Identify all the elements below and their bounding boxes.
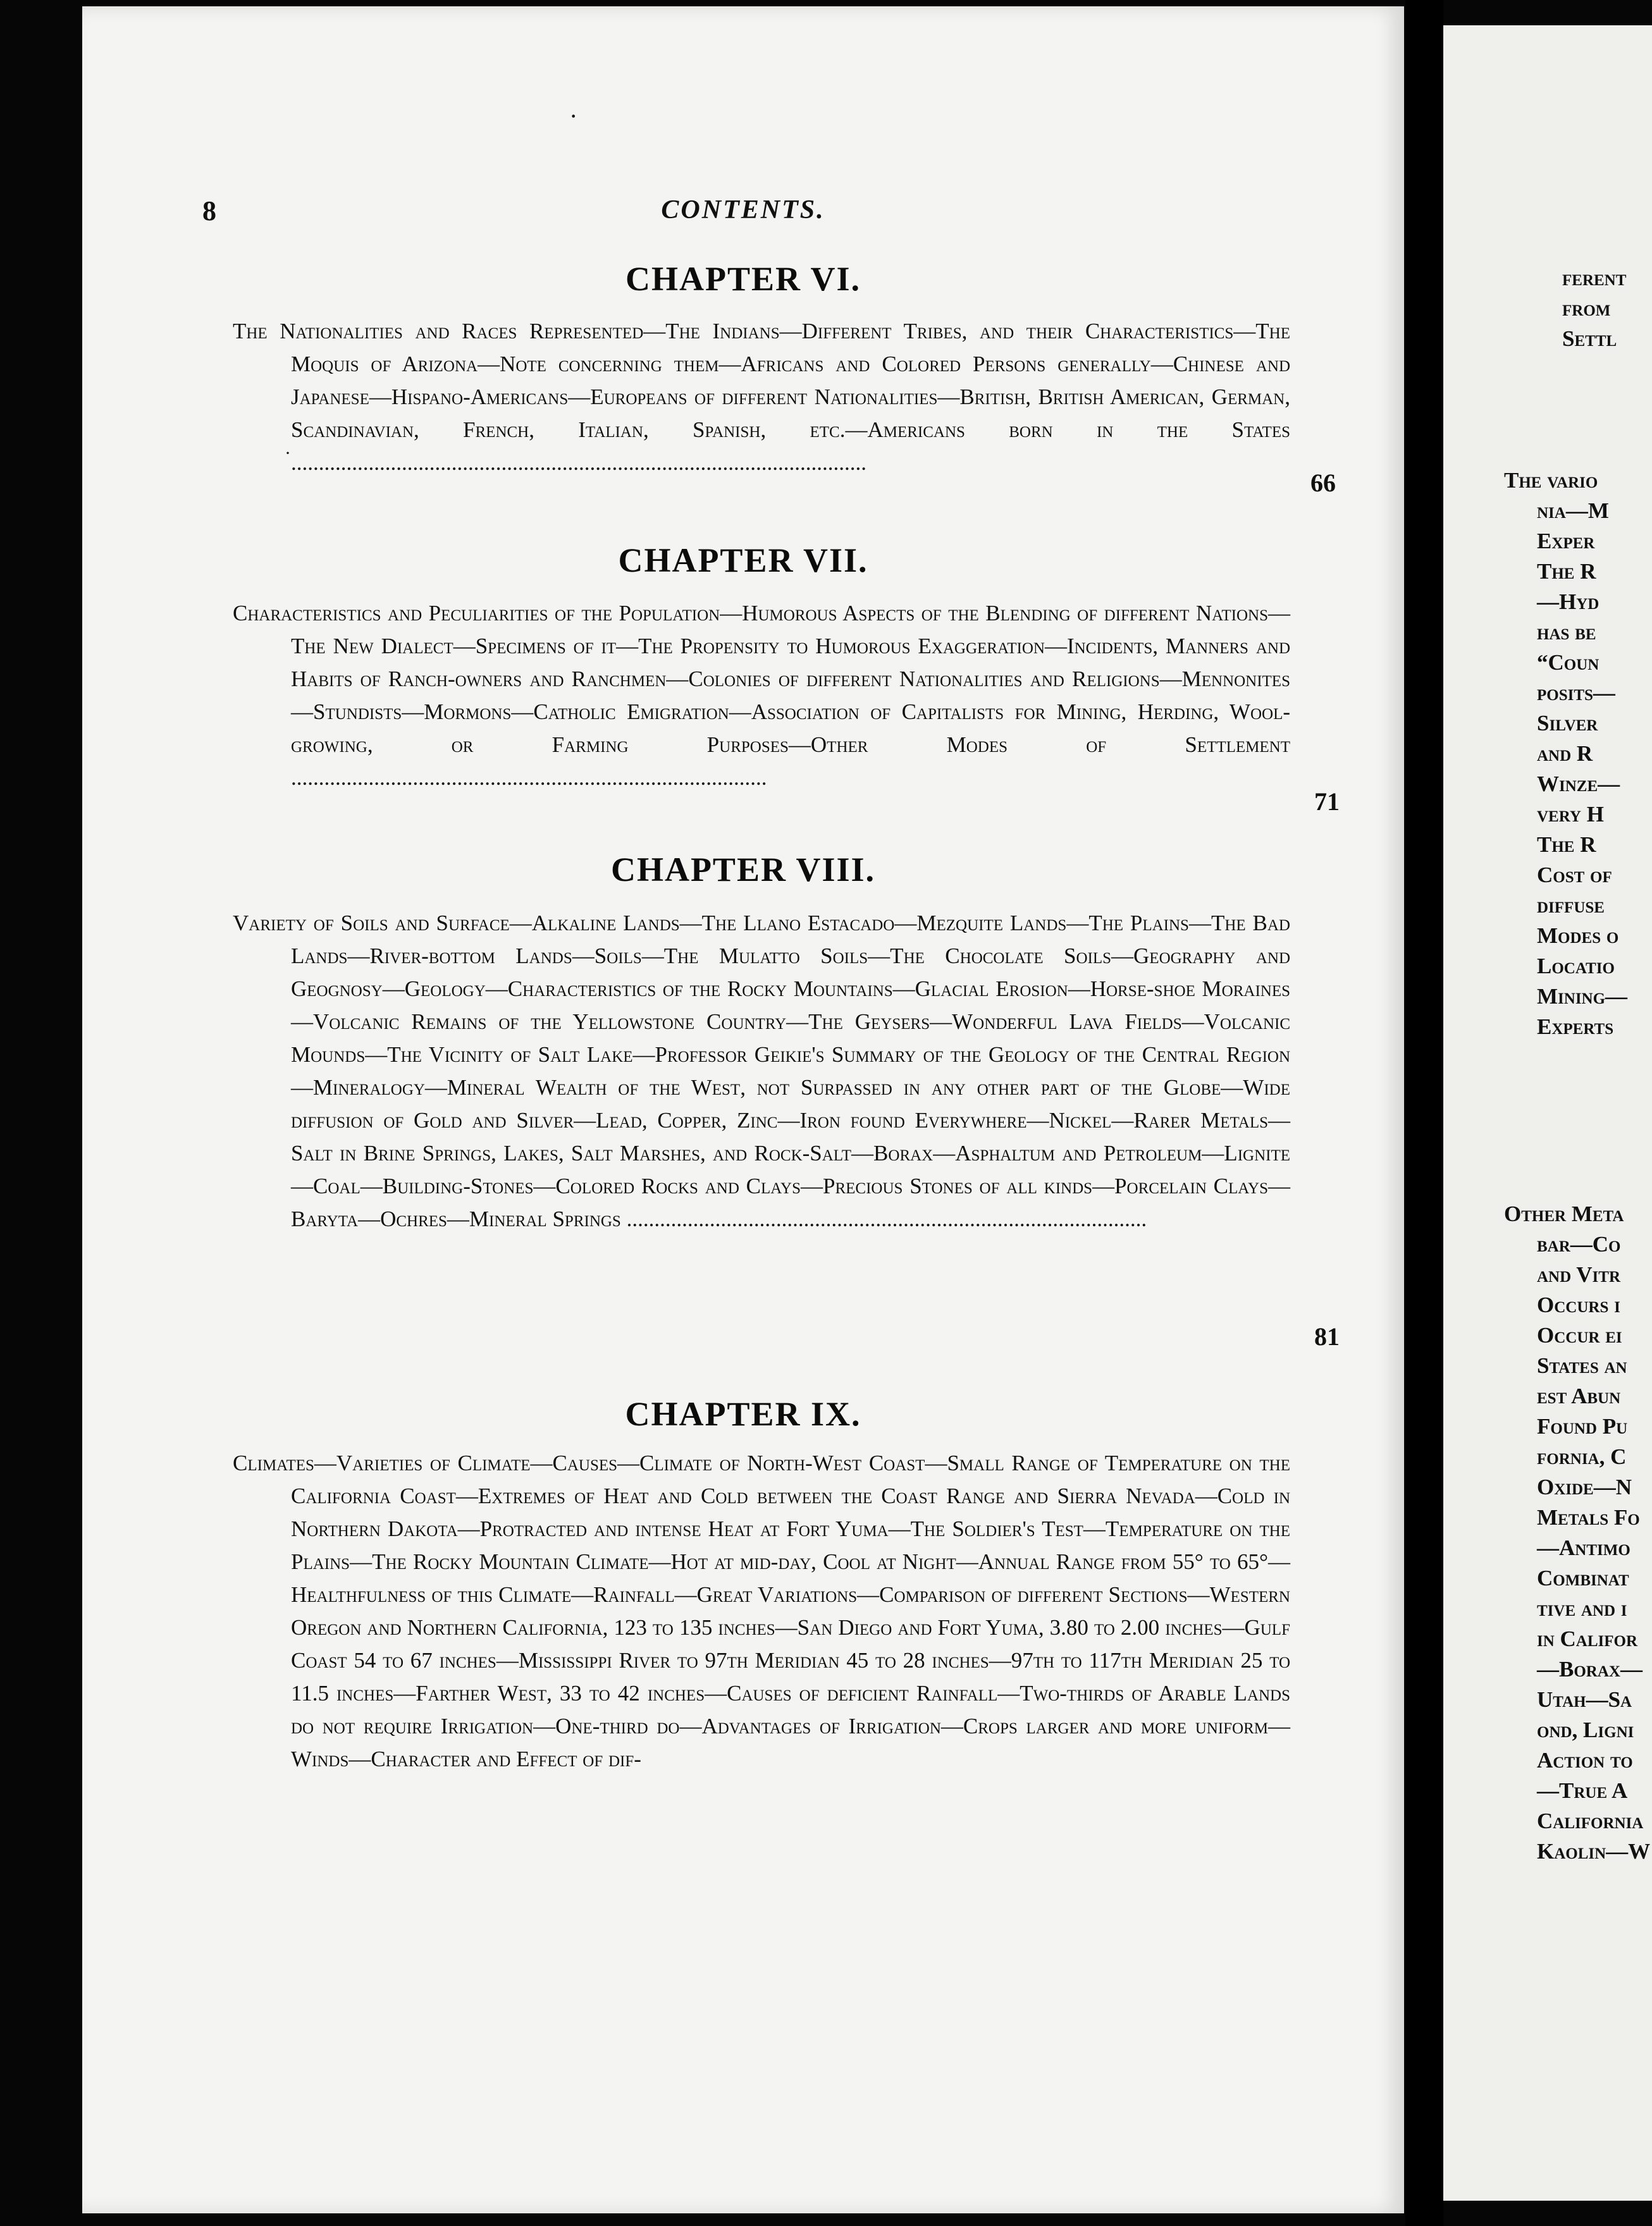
right-page-text-fragment: Modes o — [1537, 923, 1619, 948]
chapter-heading: CHAPTER VI. — [625, 260, 861, 298]
chapter-summary: The Nationalities and Races Represented—The Indians—Different Tribes, and their Characteristics—The Moquis of Arizona—Note concerning them—Africans and Colored Persons generally—Chinese and Japanese—Hispano-Americans—Europeans of different Nationalities—British, British American, German, Scandinavian, French, Italian, Spanish, etc.—Americans born in the States ........................................................................................................ — [233, 319, 1290, 475]
right-page-text-fragment: Locatio — [1537, 954, 1615, 978]
chapter-page-number: 66 — [1310, 469, 1336, 497]
chapter-summary: Characteristics and Peculiarities of the Population—Humorous Aspects of the Blending of different Nations—The New Dialect—Specimens of it—The Propensity to Humorous Exaggeration—Incidents, Manners and Habits of Ranch-owners and Ranchmen—Colonies of different Nationalities and Religions—Mennonites—Stundists—Mormons—Catholic Emigration—Association of Capitalists for Mining, Herding, Wool-growing, or Farming Purposes—Other Modes of Settlement ...................................................................................... — [233, 601, 1290, 790]
right-page-text-fragment: Silver — [1537, 711, 1598, 735]
right-page-text-fragment: —True A — [1537, 1778, 1628, 1803]
chapter-heading: CHAPTER IX. — [625, 1395, 861, 1433]
right-page-text-fragment: “Coun — [1537, 650, 1600, 675]
right-page-text-fragment: Occur ei — [1537, 1323, 1622, 1348]
right-page-text-fragment: fornia, C — [1537, 1444, 1627, 1469]
ink-speck: · — [285, 443, 291, 464]
running-head: CONTENTS. — [661, 195, 825, 224]
right-page-text-fragment: has be — [1537, 620, 1596, 644]
right-page-text-fragment: Metals Fo — [1537, 1505, 1640, 1530]
right-page-text-fragment: The R — [1537, 832, 1596, 857]
right-page-text-fragment: The R — [1537, 559, 1596, 584]
right-page-text-fragment: nia—M — [1537, 498, 1609, 523]
chapter-page-number: 71 — [1314, 787, 1340, 816]
right-page-text-fragment: States an — [1537, 1353, 1627, 1378]
right-page-text-fragment: Cost of — [1537, 863, 1612, 887]
chapter-heading: CHAPTER VIII. — [610, 851, 876, 889]
right-page-text-fragment: and R — [1537, 741, 1593, 766]
right-page-text-fragment: ferent — [1562, 266, 1627, 290]
right-page-text-fragment: posits— — [1537, 680, 1615, 705]
right-page-text-fragment: Found Pu — [1537, 1414, 1628, 1439]
page-number: 8 — [202, 195, 216, 226]
right-page-text-fragment: —Borax— — [1537, 1657, 1643, 1682]
right-page-text-fragment: diffuse — [1537, 893, 1605, 918]
right-page-text-fragment: —Antimo — [1537, 1535, 1630, 1560]
right-page-text-fragment: in Califor — [1537, 1626, 1638, 1651]
chapter-summary: Variety of Soils and Surface—Alkaline Lands—The Llano Estacado—Mezquite Lands—The Plains—The Bad Lands—River-bottom Lands—Soils—The Mulatto Soils—The Chocolate Soils—Geography and Geognosy—Geology—Characteristics of the Rocky Mountains—Glacial Erosion—Horse-shoe Moraines—Volcanic Remains of the Yellowstone Country—The Geysers—Wonderful Lava Fields—Volcanic Mounds—The Vicinity of Salt Lake—Professor Geikie's Summary of the Geology of the Central Region—Mineralogy—Mineral Wealth of the West, not Surpassed in any other part of the Globe—Wide diffusion of Gold and Silver—Lead, Copper, Zinc—Iron found Everywhere—Nickel—Rarer Metals—Salt in Brine Springs, Lakes, Salt Marshes, and Rock-Salt—Borax—Asphaltum and Petroleum—Lignite—Coal—Building-Stones—Colored Rocks and Clays—Precious Stones of all kinds—Porcelain Clays—Baryta—Ochres—Mineral Springs .............................................................................................. — [233, 911, 1290, 1231]
right-page-text-fragment: ond, Ligni — [1537, 1718, 1634, 1742]
right-page-text-fragment: and Vitr — [1537, 1262, 1621, 1287]
right-page-text-fragment: bar—Co — [1537, 1232, 1621, 1257]
right-page-text-fragment: Utah—Sa — [1537, 1687, 1632, 1712]
right-page-text-fragment: Mining— — [1537, 984, 1628, 1009]
chapter-heading: CHAPTER VII. — [618, 541, 868, 579]
right-page-text-fragment: from — [1562, 296, 1611, 321]
right-page-text-fragment: Combinat — [1537, 1566, 1629, 1590]
ink-speck: · — [569, 102, 578, 130]
right-page-text-fragment: Settl — [1562, 326, 1617, 351]
right-page — [1443, 25, 1652, 2201]
right-page-text-fragment: very H — [1537, 802, 1604, 827]
chapter-summary-text: Climates—Varieties of Climate—Causes—Climate of North-West Coast—Small Range of Temperature on the California Coast—Extremes of Heat and Cold between the Coast Range and Sierra Nevada—Cold in Northern Dakota—Protracted and intense Heat at Fort Yuma—The Soldier's Test—Temperature on the Plains—The Rocky Mountain Climate—Hot at mid-day, Cool at Night—Annual Range from 55° to 65°—Healthfulness of this Climate—Rainfall—Great Variations—Comparison of different Sections—Western Oregon and Northern California, 123 to 135 inches—San Diego and Fort Yuma, 3.80 to 2.00 inches—Gulf Coast 54 to 67 inches—Mississippi River to 97th Meridian 45 to 28 inches—97th to 117th Meridian 25 to 11.5 inches—Farther West, 33 to 42 inches—Causes of deficient Rainfall—Two-thirds of Arable Lands do not require Irrigation—One-third do—Advantages of Irrigation—Crops larger and more uniform—Winds—Character and Effect of dif- — [233, 1451, 1290, 1771]
right-page-text-fragment: Kaolin—W — [1537, 1839, 1651, 1864]
right-page-text-fragment: tive and i — [1537, 1596, 1627, 1621]
right-page-text-fragment: Exper — [1537, 529, 1595, 553]
right-page-text-fragment: —Hyd — [1537, 589, 1600, 614]
right-page-text-fragment: Other Meta — [1504, 1202, 1624, 1226]
right-page-text-fragment: est Abun — [1537, 1384, 1621, 1408]
right-page-text-fragment: The vario — [1504, 468, 1598, 493]
chapter-summary-text: The Nationalities and Races Represented—The Indians—Different Tribes, and their Characteristics—The Moquis of Arizona—Note concerning them—Africans and Colored Persons generally—Chinese and Japanese—Hispano-Americans—Europeans of different Nationalities—British, British American, German, Scandinavian, French, Italian, Spanish, etc.—Americans born in the States — [233, 319, 1290, 442]
right-page-text-fragment: Occurs i — [1537, 1293, 1620, 1317]
chapter-summary-text: Variety of Soils and Surface—Alkaline Lands—The Llano Estacado—Mezquite Lands—The Plains—The Bad Lands—River-bottom Lands—Soils—The Mulatto Soils—The Chocolate Soils—Geography and Geognosy—Geology—Characteristics of the Rocky Mountains—Glacial Erosion—Horse-shoe Moraines—Volcanic Remains of the Yellowstone Country—The Geysers—Wonderful Lava Fields—Volcanic Mounds—The Vicinity of Salt Lake—Professor Geikie's Summary of the Geology of the Central Region—Mineralogy—Mineral Wealth of the West, not Surpassed in any other part of the Globe—Wide diffusion of Gold and Silver—Lead, Copper, Zinc—Iron found Everywhere—Nickel—Rarer Metals—Salt in Brine Springs, Lakes, Salt Marshes, and Rock-Salt—Borax—Asphaltum and Petroleum—Lignite—Coal—Building-Stones—Colored Rocks and Clays—Precious Stones of all kinds—Porcelain Clays—Baryta—Ochres—Mineral Springs — [233, 911, 1290, 1231]
right-page-text-fragment: Action to — [1537, 1748, 1633, 1773]
chapter-page-number: 81 — [1314, 1322, 1340, 1351]
chapter-summary-text: Characteristics and Peculiarities of the Population—Humorous Aspects of the Blending of different Nations—The New Dialect—Specimens of it—The Propensity to Humorous Exaggeration—Incidents, Manners and Habits of Ranch-owners and Ranchmen—Colonies of different Nationalities and Religions—Mennonites—Stundists—Mormons—Catholic Emigration—Association of Capitalists for Mining, Herding, Wool-growing, or Farming Purposes—Other Modes of Settlement — [233, 601, 1290, 757]
right-page-text-fragment: Winze— — [1537, 772, 1620, 796]
right-page-text-fragment: Experts — [1537, 1014, 1614, 1039]
book-gutter — [1405, 0, 1443, 2226]
chapter-summary — [233, 1447, 1290, 1776]
right-page-text-fragment: Oxide—N — [1537, 1475, 1632, 1499]
right-page-text-fragment: California — [1537, 1809, 1644, 1833]
